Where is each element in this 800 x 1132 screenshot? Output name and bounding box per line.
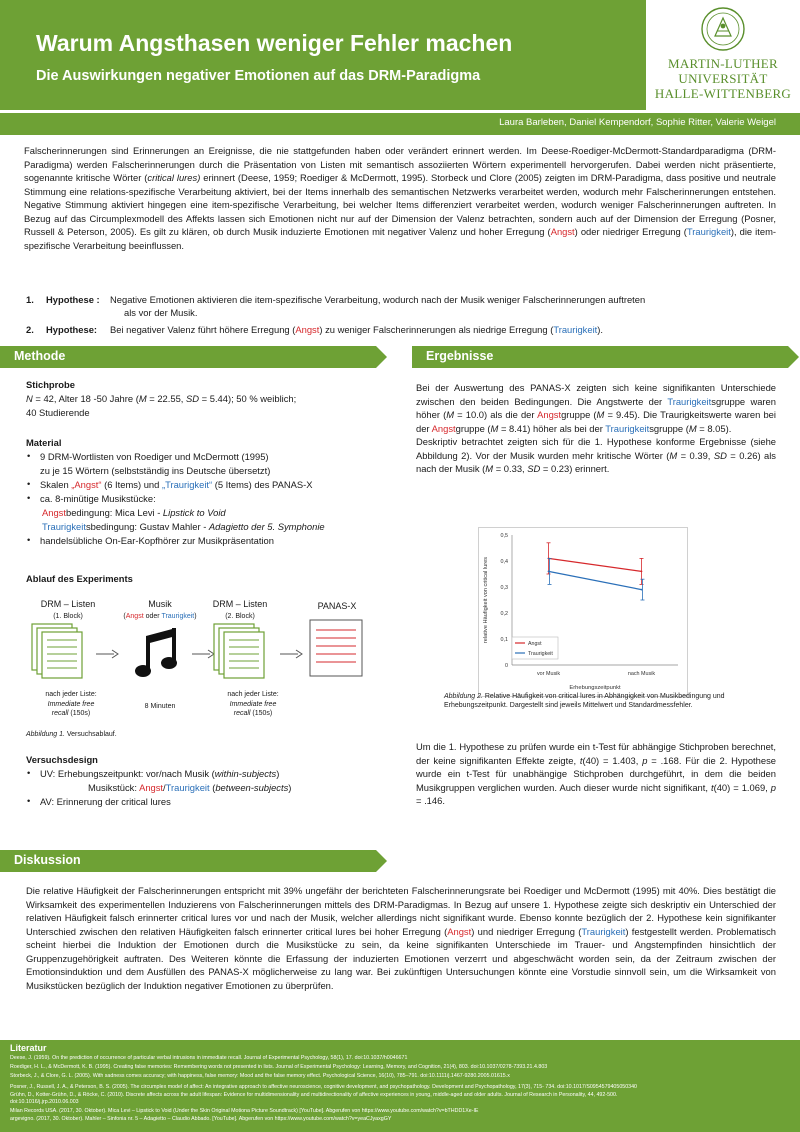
literatur-title: Literatur	[10, 1043, 47, 1053]
chart-frame	[479, 528, 688, 697]
ergebnisse-p3	[416, 740, 776, 808]
design-1-i: within-subjects	[214, 768, 277, 779]
material-3-angst-rest: bedingung: Mica Levi -	[65, 507, 163, 518]
material-3-trau-word: Traurigkeit	[42, 521, 86, 532]
stichprobe-text	[26, 392, 376, 406]
erg-p1-g: = 8.41) höher als bei der	[498, 422, 606, 434]
erg-p1-f: gruppe (	[455, 422, 491, 434]
erg-p2-sd1: SD	[713, 449, 727, 461]
design-title: Versuchsdesign	[26, 754, 98, 765]
musik-label: Musik	[148, 599, 172, 609]
material-1: 9 DRM-Wortlisten von Roediger und McDermott (1995)	[40, 451, 269, 462]
note-2-b: Immediate free	[229, 700, 277, 708]
erg-p1-angst2: Angst	[431, 422, 456, 434]
abb2-label: Abbildung 2.	[444, 693, 483, 700]
erg-p1-b: sgruppe waren höher (	[416, 395, 776, 420]
diskussion-text	[26, 884, 776, 992]
erg-p1-m4: M	[688, 422, 697, 434]
erg-p1-e: = 9.45). Die Traurigkeitswerte waren bei der	[416, 409, 776, 434]
material-title: Material	[26, 437, 62, 448]
erg-p1-h: sgruppe (	[649, 422, 689, 434]
erg-p1-m1: M	[446, 409, 455, 420]
results-chart	[478, 527, 688, 697]
material-3-angst-title: Lipstick to Void	[162, 507, 226, 518]
intro-text-3: ) oder niedriger Erregung (	[574, 226, 687, 237]
reference: Posner, J., Russell, J. A., & Peterson, B. S. (2005). The circumplex model of affect: An integrative approach to affective neuroscience, cognitive development, and psychopathology. Development and Psychopathology, 17(3), 715- 734. doi:10.1017/S0954579405050340	[10, 1084, 637, 1090]
erg-p3-e: = .146.	[416, 795, 445, 806]
design-2-angst: Angst	[139, 782, 164, 793]
erg-p3-c: = .168. Für die 2. Hypothese wurde ein t-Test für unabhängige Stichproben durchgeführt, in dem die beiden Musikgruppen verglichen wurden. Auch dieser wurde nicht signifikant,	[416, 754, 776, 793]
reference: argevigno. (2017, 30. Oktober). Mahler – Sinfonia nr. 5 – Adagietto – Claudio Abbado. [YouTube]. Abgerufen von https://www.youtube.com/watch?v=yeaCJyaxgGY	[10, 1116, 392, 1122]
x-axis-label: Erhebungszeitpunkt	[569, 685, 621, 691]
material-1b: zu je 15 Wörtern (selbstständig ins Deutsche übersetzt)	[40, 465, 271, 476]
minuten-label: 8 Minuten	[144, 703, 176, 710]
design-2-i: between-subjects	[215, 782, 289, 793]
drm1-sub: (1. Block)	[53, 613, 83, 620]
material-2-angst: „Angst“	[71, 479, 102, 490]
section-methode	[0, 346, 376, 368]
material-2-trau: „Traurigkeit“	[161, 479, 213, 490]
musik-sub-a: (	[123, 613, 126, 620]
design-2-slash: /	[163, 782, 166, 793]
section-diskussion	[0, 850, 376, 872]
reference: Deese, J. (1959). On the prediction of occurrence of particular verbal intrusions in immediate recall. Journal of Experimental Psychology, 58(1), 17. doi:10.1037/h0046671	[10, 1055, 408, 1061]
erg-p3-a: Um die 1. Hypothese zu prüfen wurde ein t-Test für abhängige Stichproben berechnet, der keine signifikanten Effekte zeigte,	[416, 741, 776, 766]
h2-text	[110, 323, 780, 337]
bullet-icon: •	[27, 767, 31, 778]
material-2-b: (6 Items) und	[101, 479, 162, 490]
h2-label: Hypothese:	[46, 324, 98, 335]
note-1-c: recall	[51, 710, 69, 717]
disk-a: Die relative Häufigkeit der Falscherinnerungen entspricht mit 39% ungefähr der berichteten Falscherinnerungsrate bei Roediger und McDermott (1995) mit 40%. Dies bestätigt die Wirksamkeit des experimentellen Induzierens von Falscherinnerungen mittels des DRM-Paradigmas. In Bezug auf unsere 1. Hypothese zeigte sich deskriptiv ein Unterschied der relativen Häufigkeit falsch erinnerter critical lures vor und nach der Musik, welcher allerdings nicht signifikant wurde. Ebenso konnte bezüglich der 2. Hypothese kein signifikanter Unterschied zwischen den relativen Häufigkeiten falsch erinnerter critical lures bei hoher Erregung (	[26, 885, 776, 937]
author-bar	[0, 113, 800, 135]
panas-label: PANAS-X	[317, 601, 357, 611]
logo-line-3: HALLE-WITTENBERG	[654, 86, 792, 101]
ablauf-title: Ablauf des Experiments	[26, 573, 133, 584]
stichprobe-title: Stichprobe	[26, 379, 75, 390]
erg-p2-d: ) als nach der Musik (	[416, 449, 776, 474]
diskussion-arrow	[376, 850, 387, 872]
h2-angst: Angst	[295, 324, 320, 335]
design-1-b: )	[276, 768, 280, 779]
material-3-angst-word: Angst	[42, 507, 66, 518]
musik-oder: oder	[143, 613, 162, 620]
erg-p2-f: = 0.23) erinnert.	[540, 463, 610, 474]
logo-line-2: UNIVERSITÄT	[678, 71, 768, 86]
note-1-d: (150s)	[68, 710, 91, 717]
intro-text-2: erinnert (Deese, 1959; Roediger & McDermott, 1995). Storbeck und Clore (2005) zeigten im DRM-Paradigma, dass positive und neutrale Stimmung eine relations-spezifische Verarbeitung aktiviert, bei der Items innerhalb des semantischen Netzwerks verarbeitet werden, wodurch mehr Falscherinnerungen entstehen. Negative Stimmung aktiviert hingegen eine item-spezifische Verarbeitung, bei welcher Items differenziert verarbeitet werden, wodurch weniger Falscherinnerungen auftreten. In Bezug auf das Circumplexmodell des Affekts lassen sich Emotionen nicht nur auf der Dimension der Valenz betrachten, sondern auch auf der Dimension der Erregung (Posner, Russell & Peterson, 2005). Es gilt zu klären, ob durch Musik induzierte Emotionen mit negativer Valenz und hoher Erregung (	[24, 172, 776, 237]
poster-subtitle: Die Auswirkungen negativer Emotionen auf das DRM-Paradigma	[36, 68, 481, 84]
design-3: AV: Erinnerung der critical lures	[40, 796, 171, 807]
reference: Grühn, D., Kotter-Grühn, D., & Röcke, C. (2010). Discrete affects across the adult lifespan: Evidence for multidimensionality and multidirectionality of affective experiences in young, middle-aged and older adults. Journal of Research in Personality, 44, 492-500.	[10, 1092, 618, 1098]
erg-p2-m1: M	[669, 449, 678, 461]
musik-sub	[110, 610, 210, 624]
erg-p1-m3: M	[490, 422, 499, 434]
ergebnisse-p1	[416, 381, 776, 476]
drm2-label: DRM – Listen	[212, 599, 268, 609]
intro-traurigkeit: Traurigkeit	[686, 226, 731, 237]
material-3-trau-title: Adagietto der 5. Symphonie	[208, 521, 325, 532]
chart-legend	[512, 637, 558, 659]
erg-p2-m2: M	[485, 463, 494, 474]
bullet-icon: •	[27, 478, 31, 489]
erg-p2-b: = 0.39,	[677, 449, 714, 461]
drm1-lists-icon	[30, 622, 100, 682]
reference: Milan Records USA. (2017, 30. Oktober). Mica Levi – Lipstick to Void (Under the Skin Original Motiona Picture Soundtrack) [YouTube]. Abgerufen von https://www.youtube.com/watch?v=bTHDD1Xe-IE	[10, 1108, 479, 1114]
note-1-b: Immediate free	[47, 700, 95, 708]
disk-c: ) festgestellt werden. Problematisch scheint hierbei die Induktion der Emotionen durch die Musikstücke zu sein, da keine signifikanten Unterschiede im Trauer- und Angstempfinden hinsichtlich der Gruppenzugehörigkeit auftraten. Des Weiteren könnte die Erfassung der induzierten Emotionen verzerrt und abgeschwächt worden sein, da der Zeitraum zwischen der Emotionsinduktion und dem Ausfüllen des PANAS-X möglicherweise zu lang war. Bei zukünftigen Untersuchungen könnte eine Vorstudie sinnvoll sein, um die Wirksamkeit von Musikstücken bezüglich der Induktion negativer Emotionen zu überprüfen.	[26, 925, 776, 991]
stichprobe-a: = 42, Alter 18 -50 Jahre (	[32, 393, 139, 404]
questionnaire-icon	[308, 618, 368, 678]
y-axis-label: relative Häufigkeit von critical lures	[483, 556, 489, 644]
material-4: handelsübliche On-Ear-Kopfhörer zur Musikpräsentation	[40, 535, 274, 546]
x-tick-label: nach Musik	[627, 671, 656, 677]
note-2-c: recall	[233, 710, 251, 717]
h1-text: Negative Emotionen aktivieren die item-spezifische Verarbeitung, wodurch nach der Musik weniger Falscherinnerungen auftreten	[110, 294, 646, 305]
material-3-angst	[42, 506, 226, 520]
intro-angst: Angst	[550, 226, 575, 237]
logo-line-1: MARTIN-LUTHER	[668, 56, 778, 71]
authors: Laura Barleben, Daniel Kempendorf, Sophie Ritter, Valerie Weigel	[499, 117, 776, 128]
erg-p3-d: (40) = 1.069,	[713, 781, 771, 793]
x-tick-label: vor Musik	[536, 671, 561, 677]
arrow-right-icon	[96, 648, 120, 660]
poster-title: Warum Angsthasen weniger Fehler machen	[36, 30, 513, 56]
drm1-label: DRM – Listen	[40, 599, 96, 609]
h2-traurigkeit: Traurigkeit	[553, 324, 598, 335]
stichprobe-b: = 22.55,	[146, 393, 187, 404]
abb1-label: Abbildung 1.	[26, 731, 65, 738]
h2-text-c: ).	[597, 324, 603, 335]
reference: Storbeck, J., & Clore, G. L. (2005). With sadness comes accuracy; with happiness, false memory: Mood and the false memory effect. Psychological Science, 16(10), 785–791. doi:10.1111/j.1467-9280.2005.01615.x	[10, 1073, 510, 1079]
seal-icon	[698, 6, 748, 52]
h2-number: 2.	[26, 324, 34, 335]
erg-p2-e: = 0.33,	[493, 463, 528, 474]
disk-trau: Traurigkeit	[581, 925, 626, 937]
ergebnisse-arrow	[788, 346, 799, 368]
erg-p1-angst: Angst	[537, 409, 562, 420]
erg-p1-a: Bei der Auswertung des PANAS-X zeigten sich keine signifikanten Unterschiede zwischen den beiden Bedingungen. Die Angstwerte der	[416, 382, 776, 407]
erg-p3-p1: p	[642, 754, 648, 766]
erg-p3-p2: p	[770, 781, 776, 793]
abb2-text: Relative Häufigkeit von critical lures in Abhängigkeit von Musikbedingung und Erhebungszeitpunkt. Dargestellt sind jeweils Mittelwert und Standardmessfehler.	[444, 693, 725, 709]
note-2	[208, 690, 298, 719]
erg-p3-b: (40) = 1.403,	[582, 754, 643, 766]
note-1	[26, 690, 116, 719]
stichprobe-c: = 5.44); 50 % weiblich;	[199, 393, 297, 404]
design-2	[88, 781, 291, 795]
erg-p1-trau: Traurigkeit	[667, 395, 712, 407]
design-2-a: Musikstück:	[88, 782, 140, 793]
y-tick-label: 0,1	[500, 637, 508, 643]
erg-p1-m2: M	[596, 409, 605, 420]
intro-text-4: ), die item-spezifische Verarbeitung beeinflussen.	[24, 226, 777, 251]
abb1-caption	[26, 730, 117, 739]
methode-heading: Methode	[14, 349, 66, 363]
legend-label-traurigkeit: Traurigkeit	[528, 651, 553, 657]
erg-p2-sd2: SD	[527, 463, 541, 474]
y-tick-label: 0,2	[500, 611, 508, 617]
stichprobe-line-2: 40 Studierende	[26, 407, 90, 418]
reference: doi:10.1016/j.jrp.2010.06.003	[10, 1099, 79, 1105]
erg-p3-t1: t	[579, 754, 583, 766]
disk-b: ) und niedriger Erregung (	[471, 925, 582, 937]
material-2	[40, 478, 313, 492]
university-logo	[646, 0, 800, 110]
intro-italic: critical lures)	[147, 172, 201, 183]
bullet-icon: •	[27, 450, 31, 461]
y-tick-label: 0,4	[500, 559, 508, 565]
data-point	[548, 571, 550, 573]
bullet-icon: •	[27, 534, 31, 545]
design-2-trau: Traurigkeit	[165, 782, 210, 793]
erg-p1-d: gruppe (	[561, 409, 597, 420]
literatur-footer	[0, 1040, 800, 1132]
design-1	[40, 767, 279, 781]
diskussion-heading: Diskussion	[14, 853, 81, 867]
material-2-c: (5 Items) des PANAS-X	[212, 479, 313, 490]
y-tick-label: 0,5	[500, 533, 508, 539]
y-tick-label: 0	[505, 663, 508, 669]
data-point	[641, 571, 643, 573]
material-3: ca. 8-minütige Musikstücke:	[40, 493, 156, 504]
design-2-b: (	[209, 782, 216, 793]
erg-p2-a: Deskriptiv betrachtet zeigten sich für die 1. Hypothese konforme Ergebnisse (siehe Abbildung 2). Vor der Musik wurden mehr kritische Wörter (	[416, 436, 776, 461]
intro-text-1: Falscherinnerungen sind Erinnerungen an Ereignisse, die nie stattgefunden haben oder verändert erinnert werden. Im Deese-Roediger-McDermott-Standardparadigma (DRM-Paradigma) werden Falscherinnerungen durch die Präsentation von Listen mit semantisch assoziierten Wörtern experimentell hervorgerufen. Dabei werden nicht präsentierte, sogenannte kritische Wörter (	[24, 145, 776, 183]
drm2-sub: (2. Block)	[225, 613, 255, 620]
h1-text-2: als vor der Musik.	[124, 307, 198, 318]
abb1-text: Versuchsablauf.	[64, 731, 117, 738]
erg-p1-i: = 8.05).	[696, 422, 732, 434]
reference: Roediger, H. L., & McDermott, K. B. (1995). Creating false memories: Remembering words not presented in lists. Journal of Experimental Psychology: Learning, Memory, and Cognition, 21(4), 803. doi:10.1037/0278-7393.21.4.803	[10, 1064, 548, 1070]
legend-label-angst: Angst	[528, 641, 542, 647]
note-1-a: nach jeder Liste:	[45, 691, 97, 698]
y-tick-label: 0,3	[500, 585, 508, 591]
drm2-lists-icon	[212, 622, 282, 682]
music-note-icon	[134, 626, 184, 682]
note-2-a: nach jeder Liste:	[227, 691, 279, 698]
disk-angst: Angst	[447, 925, 472, 937]
musik-sub-b: )	[194, 613, 197, 620]
arrow-right-icon	[280, 648, 304, 660]
section-ergebnisse	[412, 346, 788, 368]
bullet-icon: •	[27, 795, 31, 806]
material-3-trau	[42, 520, 325, 534]
ergebnisse-heading: Ergebnisse	[426, 349, 494, 363]
introduction	[24, 144, 776, 252]
erg-p3-t2: t	[710, 781, 714, 793]
methode-arrow	[376, 346, 387, 368]
erg-p1-trau2: Traurigkeit	[605, 422, 650, 434]
stichprobe-n: N	[26, 393, 33, 404]
stichprobe-m: M	[138, 393, 147, 404]
material-3-trau-rest: sbedingung: Gustav Mahler -	[85, 521, 209, 532]
design-1-a: UV: Erhebungszeitpunkt: vor/nach Musik (	[40, 768, 215, 779]
stichprobe-sd: SD	[186, 393, 200, 404]
h2-text-a: Bei negativer Valenz führt höhere Erregung (	[110, 324, 296, 335]
h1-number: 1.	[26, 294, 34, 305]
design-2-c: )	[288, 782, 292, 793]
musik-trau: Traurigkeit	[161, 613, 195, 620]
erg-p1-c: = 10.0) als die der	[454, 409, 538, 420]
material-2-a: Skalen	[40, 479, 72, 490]
musik-angst: Angst	[125, 613, 144, 620]
abb2-caption	[444, 692, 784, 710]
note-2-d: (150s)	[250, 710, 273, 717]
h1-label: Hypothese :	[46, 294, 100, 305]
data-point	[641, 589, 643, 591]
h2-text-b: ) zu weniger Falscherinnerungen als niedrige Erregung (	[319, 324, 554, 335]
erg-p2-c: = 0.26	[726, 449, 758, 461]
bullet-icon: •	[27, 492, 31, 503]
